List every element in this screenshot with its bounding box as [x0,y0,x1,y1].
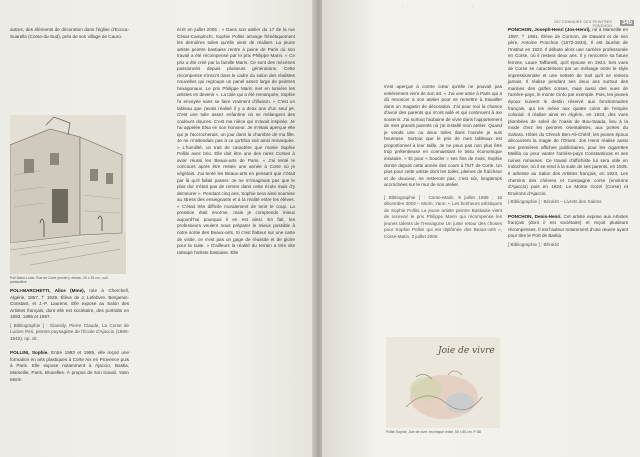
entry-bibliography: [ Bibliographie ] : Corse-Matin, 9 juillet 1999 ; 15 décembre 2002 – Morin, Yann, « Les bonheurs artistiques de Sophie Pollini La jeune artiste peintre Bastiaise vient de recevoir le prix Philippe Marin qui récompense les jeunes talents de l'Hexagone Un juste retour des choses pour Sophie Pollini qui est diplômée des Beaux-arts », Corse-Matin, 2 juillet 2005. [384,194,502,240]
left-col1-bottom [10,288,129,383]
left-col2 [177,27,295,256]
right-col1 [384,84,502,241]
entry-poli-marchetti [10,288,129,321]
running-head-title: DICTIONNAIRE DES PEINTRES [554,20,612,24]
watercolor-painting [386,337,500,428]
entry-text: Entre 1993 et 1995, elle reçoit une formation en arts plastiques à Corte Aix en Provence puis à Paris. Elle expose notamment à Ajaccio, Bastia, Marseille, Paris, Bruxelles. À propos de son travail, Yann Morin [10,350,130,382]
entry-bibliography: [ Bibliographie ] : Bénézit – Livrets des Salons [508,199,602,205]
entry-title: PONCHON, Joseph-Henri (Jos-Henri), [508,27,591,32]
pollini-continued-text: écrit en juillet 2005 : « Dans son atelier du 17 de la rue César-Campinchi, Sophie Pollini arrange frénétiquement les dernières toiles qu'elle vient de réaliser. La jeune artiste peintre bastiaise rentre à peine de Paris où son travail a été récompensé par le prix Philippe Marin. « Ce prix a été créé par la famille Marin. Ce sont des mécènes passionnés depuis plusieurs générations. Cette récompense s'inscrit dans le cadre du salon des réalistes nouvelles qui regroupe un panel assez large de peintres hexagonaux. Le prix Philippe Marin met en lumière les artistes en devenir ». La toile qui a été remarquée, Sophie l'a envoyée sans se faire vraiment d'illusion. « C'est un tableau que j'avais réalisé il y a deux ans d'un seul jet. C'est une toile assez enfantine où se mélangent des couleurs douces. C'est ma nièce qui m'avait inspirée. Je l'ai appelée Elsa en son honneur. Je m'étais aperçue elle qui je l'accrocherais, un jour dans la chambre de ma fille. Je ne m'attendais pas à ce qu'Elsa soit ainsi remarquée. » L'humilité, un trait de caractère que manie Sophie Pollini avec brio. Elle doit être une des rares Corses à avoir réussi les Beaux-arts de Paris. « J'ai tenté le concours après être restée une année à Corte où je végétais. J'ai tenté les Beaux-arts en pensant que c'était par là qu'il fallait passer. Je ne m'imaginais pas que le plus dur n'était pas de rentrer dans cette école mais d'y demeurer ». Pendant cinq ans, Sophie sera ainsi soumise au stress des enseignants et à la réalité entre les élèves. « C'était très difficile moralement de tenir le coup. La pression était énorme, mais je comprends mieux aujourd'hui pourquoi il en est ainsi. En fait, les professeurs veulent nous préparer le mieux possible à notre sortie des Beaux-arts. Si c'est flatteur sur une carte de visite, ce n'est pas un gage de réussite et de gloire pour la suite. » D'ailleurs la réalité du terrain a très vite rattrapé l'artiste bastiaise. Elle [177,27,295,255]
painting-inscription: Joie de vivre [438,346,495,356]
left-col1-top [10,27,129,40]
page-number: 345 [621,20,632,26]
entry-pollini [10,350,129,383]
right-col2 [508,27,628,249]
entry-title: POLLINI, Sophie. [10,350,49,356]
street-sketch-drawing [10,115,126,274]
pollini-quote-text: s'est aperçue à contre cœur qu'elle ne pouvait pas entièrement vivre de son art. « J'ai une amie à Paris qui a dû renoncer à son atelier pour se remettre à travailler dans un magasin de décoration. J'ai pour moi la chance d'avoir des parents qui m'ont aidé et qui continuent à me soutenir. J'ai surtout l'aubaine de vivre dans l'appartement de mes grands parents où j'ai installé mon atelier. Quand je vends une ou deux toiles dans l'année je suis heureuse. Surtout que le prix de mes tableaux est proportionnel à leur taille. Je ne peux pas non plus être trop prétentieuse en connaissant le tissu économique insulaire. » Et pour « boucler » ses fins de mois, Sophie donne depuis cette année des cours à l'IUT de Corte. Un plus pour cette artiste dont les toiles, pleines de fraîcheur et de douceur, ne resteront pas, c'est sûr, longtemps accrochées sur le mur de son atelier. [384,84,502,188]
entry-ponchon-denis-henri [508,214,628,240]
running-head-name: PONCHON [592,24,612,28]
sketch-illustration [10,115,126,274]
painting-caption: Pollini Sophie, Joie de vivre, technique mixte, 50 x 50 cm. P. 88 [386,430,481,434]
painting-illustration [386,337,500,428]
entry-title: PONCHON, Denis-Henri. [508,213,562,219]
binding-mark: · [402,4,404,10]
entry-text: née à Cherchell, Algérie, 1857, † 1929. Élève de J. Lefebvre, Benjamin-Constant, et J.-P. Laurens. Elle expose au Salon des Artistes français, dont elle est sociétaire, des portraits en 1893, 1895 et 1897. [10,288,130,320]
intro-text: autres, des éléments de décoration dans l'église d'Ecoca-Suarella (Corse-du-Sud), près de son village de Cauro. [10,27,129,39]
entry-text: né à Marseille en 1897, † 1981. Élève de Cormon, de Dawant et de son père, Antoine Ponchon (1872-1934). Il est lauréat de l'Institut en 1922. Il débute alors une carrière professorale en Corse, où il restera deux ans. Il y rencontre sa future femme, Laure Taffanelli, qu'il épouse en 1924. Ses vues de Corse se caractérisent par un mélange entre le style impressionniste et une netteté de trait qu'il ne reniera jamais. Il réalise pendant ses deux ans surtout des marines des golfes corses, mais aussi des vues de l'arrière-pays, le monte Cinto par exemple. Puis, les jeunes époux suivent le destin réservé aux fonctionnaires français, qui les mène aux quatre coins de l'empire colonial. Il réalise ainsi en Algérie, en 1924, des vues plombées de soleil de l'oasis de Bou-Saada, lieu à la mode chez les peintres orientalistes, aux portes du Sahara. Hôtes du Chreck Ben-Ali-Chérif, les jeunes époux découvrent la magie de l'Orient. Jos Henri réalise aussi ses premières affiches publicitaires, pour les cigarettes Melilla ou pour vanter l'arrière-pays Constantinois et ses ruines romaines. Ce travail d'affichiste lui sera utile en Indochine, où il se rend à la suite de ses parents, en 1925. Il adresse au Salon des Artistes français, en 1923, Les chemins des chèvres et Campagne corse (environs d'Ajaccio) puis en 1924, Le Monte Gozzi (Corse) et Environs d'Ajaccio. [508,27,629,196]
entry-bibliography: [ Bibliographie ] : Bénézit [508,241,559,247]
sketch-caption: Poli Marie-Lucie, Rue de Corte (ancien), dessin, 26 x 33 cm ; coll. particulière [10,276,109,285]
entry-text: Cet artiste expose aux Artistes français (dont il est sociétaire) et reçoit plusieurs récompenses. Il est l'auteur notamment d'une œuvre ayant pour titre le Port de Bastia. [508,213,628,239]
right-page [322,0,640,457]
entry-bibliography: [ Bibliographie ] : Giansily, Pierre Claude, La Corse de Lucien Peri, peintre paysagiste de l'École d'Ajaccio (1880-1940), op. cit. [10,322,129,341]
entry-ponchon-joseph-henri [508,27,628,197]
binding-mark: · [472,4,474,10]
left-page [0,0,316,457]
entry-title: POLI-MARCHETTI, Alice (Mme), [10,288,85,293]
